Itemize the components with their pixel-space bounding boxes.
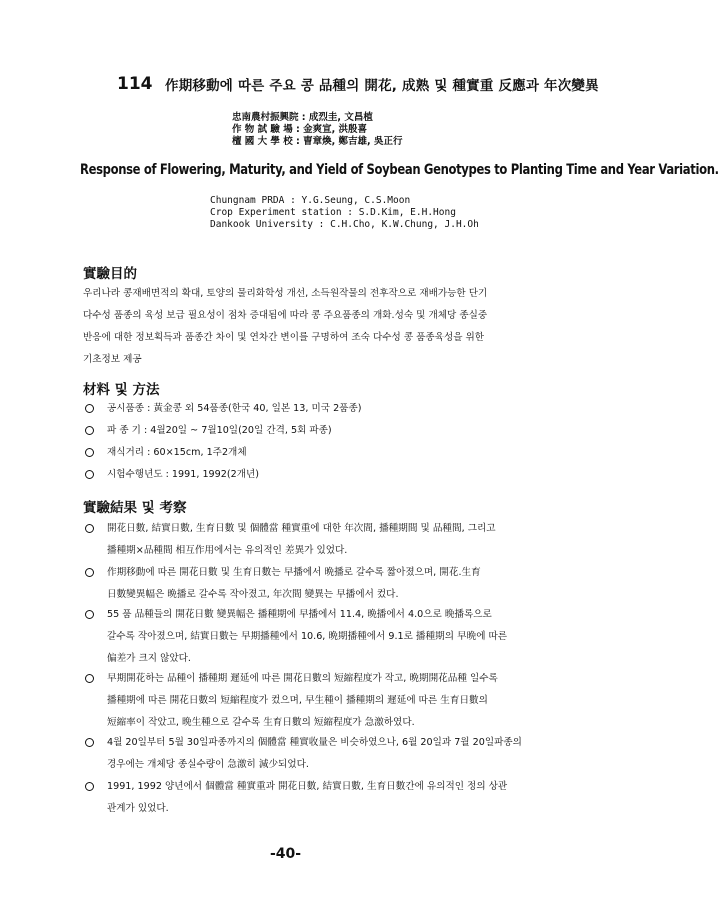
method-item: 공시품종 : 黃金콩 외 54품종(한국 40, 일본 13, 미국 2품종) — [85, 398, 555, 420]
method-item: 재식거리 : 60×15cm, 1주2개체 — [85, 442, 555, 464]
result-item: 1991, 1992 양년에서 個體當 種實重과 開花日數, 結實日數, 生育日數간에 유의적인 정의 상관 관계가 있었다. — [85, 776, 555, 820]
paper-number: 114 — [117, 74, 153, 94]
circle-bullet-icon — [85, 562, 107, 606]
affiliation-en-3: Dankook University : C.H.Cho, K.W.Chung, J.H.Oh — [210, 219, 479, 230]
page-number: -40- — [270, 846, 302, 862]
section-heading-methods: 材料 및 方法 — [83, 382, 160, 398]
result-item: 早期開花하는 品種이 播種期 遲延에 따른 開花日數의 短縮程度가 작고, 晩期開花品種 일수록 播種期에 따른 開花日數의 短縮程度가 컸으며, 早生種이 播種期의 遲延에 따른 生育日數의 短縮率이 작았고, 晩生種으로 갈수록 生育日數의 短縮程度가 急激하였다. — [85, 668, 555, 734]
circle-bullet-icon — [85, 398, 107, 420]
affiliation-ko-3: 檀 國 大 學 校 : 曺章煥, 鄭吉雄, 吳正行 — [232, 136, 403, 147]
circle-bullet-icon — [85, 604, 107, 670]
result-item: 開花日數, 結實日數, 生育日數 및 個體當 種實重에 대한 年次間, 播種期間 및 品種間, 그리고 播種期×品種間 相互作用에서는 유의적인 差異가 있었다. — [85, 518, 555, 562]
title-korean: 作期移動에 따른 주요 콩 品種의 開花, 成熟 및 種實重 反應과 年次變異 — [165, 78, 599, 94]
circle-bullet-icon — [85, 518, 107, 562]
purpose-line: 반응에 대한 정보획득과 품종간 차이 및 연차간 변이를 구명하여 조숙 다수성 콩 품종육성을 위한 — [83, 332, 485, 343]
result-item: 4월 20일부터 5월 30일파종까지의 個體當 種實收量은 비슷하였으나, 6월 20일과 7월 20일파종의 경우에는 개체당 종실수량이 急激히 減少되었다. — [85, 732, 555, 776]
purpose-line: 다수성 품종의 육성 보급 필요성이 점차 증대됨에 따라 콩 주요품종의 개화.성숙 및 개체당 종실중 — [83, 310, 488, 321]
purpose-line: 기초정보 제공 — [83, 354, 142, 365]
purpose-line: 우리나라 콩재배면적의 확대, 토양의 물리화학성 개선, 소득원작물의 전후작으로 재배가능한 단기 — [83, 288, 488, 299]
affiliation-en-1: Chungnam PRDA : Y.G.Seung, C.S.Moon — [210, 195, 411, 206]
circle-bullet-icon — [85, 668, 107, 734]
method-item: 파 종 기 : 4월20일 ~ 7월10일(20일 간격, 5회 파종) — [85, 420, 555, 442]
purpose-paragraph — [83, 283, 553, 371]
circle-bullet-icon — [85, 732, 107, 776]
result-item: 作期移動에 따른 開花日數 및 生育日數는 早播에서 晩播로 갈수록 짧아졌으며, 開花.生育 日數變異幅은 晩播로 갈수록 작아졌고, 年次間 變異는 早播에서 컸다. — [85, 562, 555, 606]
affiliation-ko-2: 作 物 試 驗 場 : 金爽宣, 洪殷喜 — [232, 124, 368, 135]
circle-bullet-icon — [85, 464, 107, 486]
circle-bullet-icon — [85, 420, 107, 442]
circle-bullet-icon — [85, 776, 107, 820]
section-heading-purpose: 實驗目的 — [83, 266, 137, 282]
result-item: 55 품 品種들의 開花日數 變異幅은 播種期에 早播에서 11.4, 晩播에서 4.0으로 晩播록으로 갈수록 작아졌으며, 結實日數는 早期播種에서 10.6, 晩期播種에서 9.1로 播種期의 早晩에 따른 偏差가 크지 않았다. — [85, 604, 555, 670]
affiliation-en-2: Crop Experiment station : S.D.Kim, E.H.Hong — [210, 207, 456, 218]
method-item: 시험수행년도 : 1991, 1992(2개년) — [85, 464, 555, 486]
title-english: Response of Flowering, Maturity, and Yield of Soybean Genotypes to Planting Time and Year Variation. — [80, 160, 719, 178]
section-heading-results: 實驗結果 및 考察 — [83, 500, 187, 516]
affiliation-ko-1: 忠南農村振興院 : 成烈圭, 文昌植 — [232, 112, 373, 123]
circle-bullet-icon — [85, 442, 107, 464]
